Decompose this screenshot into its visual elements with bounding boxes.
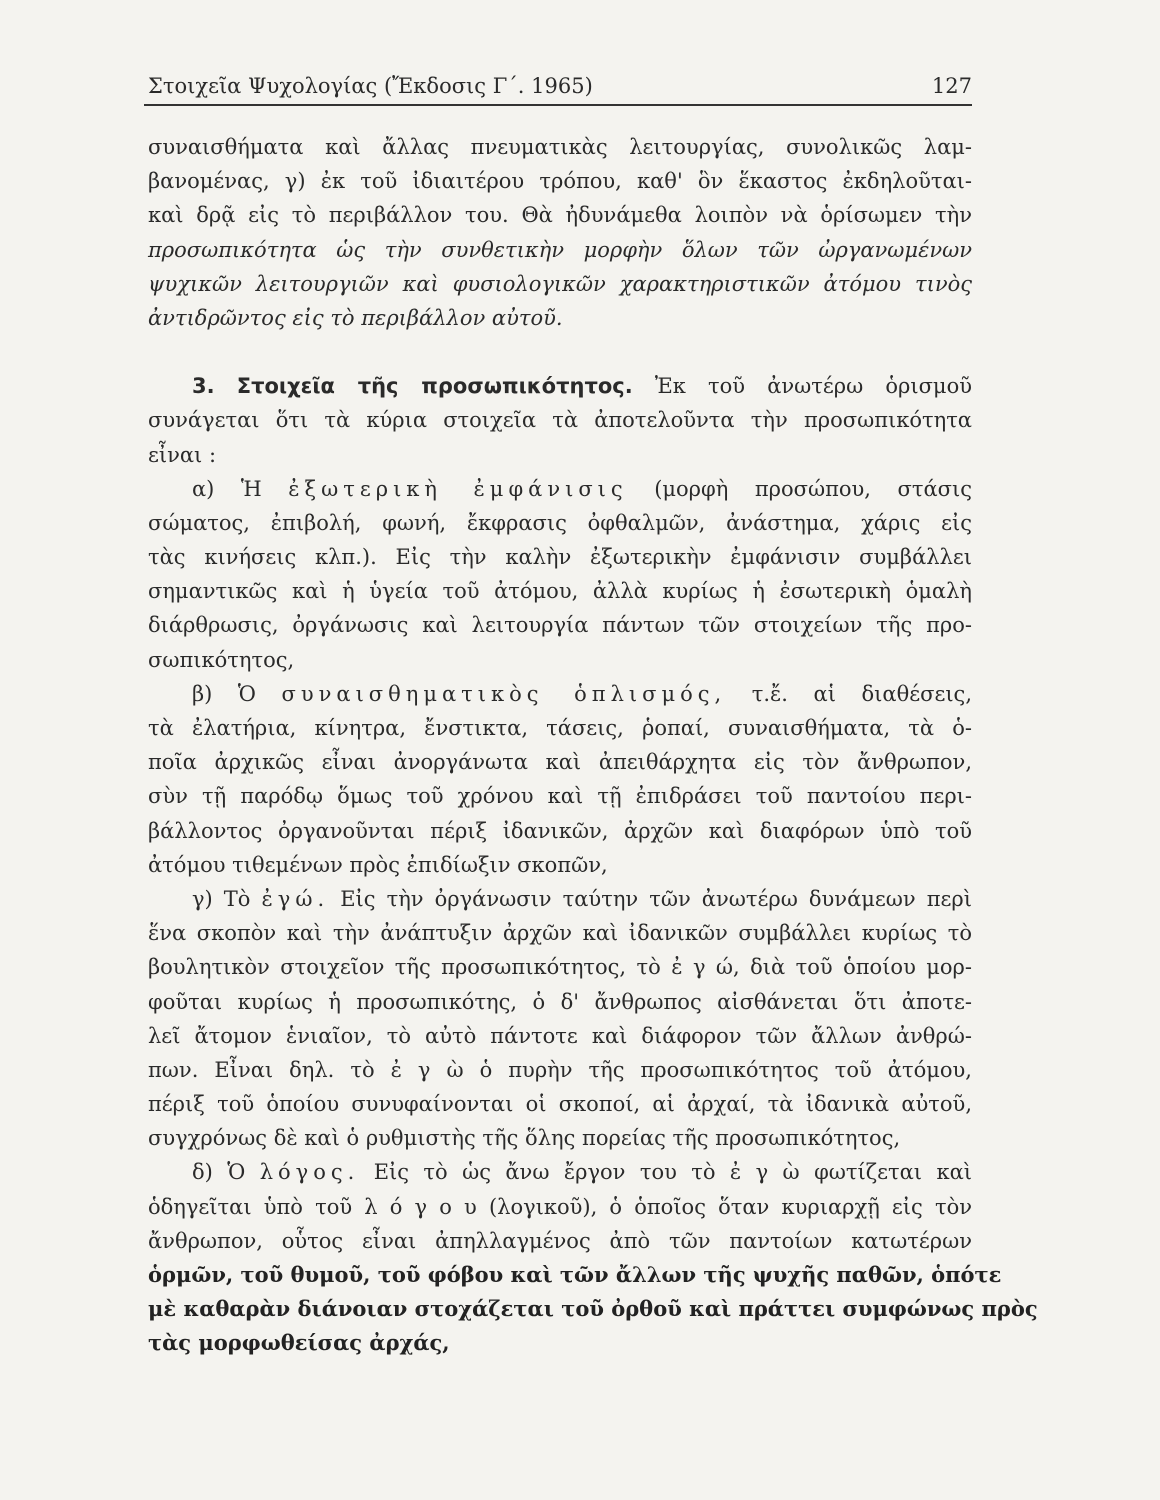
page-header	[148, 74, 972, 104]
section-number: 3.	[192, 374, 215, 399]
item-term: συναισθηματικὸς ὁπλισμός,	[281, 681, 727, 706]
text-line: προσωπικότητα ὡς τὴν συνθετικὴν μορφὴν ὅλων τῶν ὠργανωμένων	[148, 237, 972, 262]
text-line: διάρθρωσις, ὀργάνωσις καὶ λειτουργία πάντων τῶν στοιχείων τῆς προ-	[148, 613, 972, 638]
text-line: συγχρόνως δὲ καὶ ὁ ρυθμιστὴς τῆς ὅλης πορείας τῆς προσωπικότητος,	[148, 1126, 901, 1151]
header-rule	[144, 104, 972, 106]
section-heading-line	[148, 369, 972, 403]
text-line: βουλητικὸν στοιχεῖον τῆς προσωπικότητος, τὸ ἐ γ ώ, διὰ τοῦ ὁποίου μορ-	[148, 955, 972, 980]
item-term: ἐγώ.	[261, 886, 330, 911]
text-line: ποῖα ἀρχικῶς εἶναι ἀνοργάνωτα καὶ ἀπειθάρχητα εἰς τὸν ἄνθρωπον,	[148, 750, 972, 775]
section-title: Στοιχεῖα τῆς προσωπικότητος.	[236, 374, 633, 399]
item-heading-line	[148, 882, 972, 916]
item-a	[148, 472, 972, 677]
item-text: Εἰς τὸ ὡς ἄνω ἔργον του τὸ ἐ γ ὼ φωτίζεται καὶ	[373, 1160, 972, 1185]
item-text: (μορφὴ προσώπου, στάσις	[654, 476, 972, 501]
item-heading-line	[148, 1155, 972, 1189]
text-line: πων. Εἶναι δηλ. τὸ ἐ γ ὼ ὁ πυρὴν τῆς προσωπικότητος τοῦ ἀτόμου,	[148, 1057, 972, 1082]
item-label: α) Ἡ	[192, 476, 262, 501]
item-term: ἐξωτερικὴ ἐμφάνισις	[288, 476, 628, 501]
item-text: Εἰς τὴν ὀργάνωσιν ταύτην τῶν ἀνωτέρω δυνάμεων περὶ	[340, 886, 972, 911]
text-line: εἶναι :	[148, 442, 217, 467]
text-line: σημαντικῶς καὶ ἡ ὑγεία τοῦ ἀτόμου, ἀλλὰ κυρίως ἡ ἐσωτερικὴ ὁμαλὴ	[148, 579, 972, 604]
running-title: Στοιχεῖα Ψυχολογίας (Ἔκδοσις Γ΄. 1965)	[148, 74, 593, 98]
paragraph-definition	[148, 130, 972, 335]
text-line: ἕνα σκοπὸν καὶ τὴν ἀνάπτυξιν ἀρχῶν καὶ ἰδανικῶν συμβάλλει κυρίως τὸ	[148, 921, 972, 946]
item-d	[148, 1155, 1038, 1360]
item-label: δ) Ὁ	[192, 1160, 246, 1185]
page-body	[148, 130, 1038, 1361]
item-c	[148, 882, 972, 1156]
text-line: φοῦται κυρίως ἡ προσωπικότης, ὁ δ' ἄνθρωπος αἰσθάνεται ὅτι ἀποτε-	[148, 989, 972, 1014]
section-intro: Ἐκ τοῦ ἀνωτέρω ὁρισμοῦ	[654, 374, 972, 399]
spacer	[148, 335, 972, 369]
text-line: ἀντιδρῶντος εἰς τὸ περιβάλλον αὐτοῦ.	[148, 305, 563, 330]
item-label: γ) Τὸ	[192, 886, 251, 911]
item-b	[148, 677, 972, 882]
text-line: ἄνθρωπον, οὗτος εἶναι ἀπηλλαγμένος ἀπὸ τῶν παντοίων κατωτέρων	[148, 1228, 972, 1253]
item-heading-line	[148, 677, 972, 711]
item-heading-line	[148, 472, 972, 506]
text-line: σὺν τῇ παρόδῳ ὅμως τοῦ χρόνου καὶ τῇ ἐπιδράσει τοῦ παντοίου περι-	[148, 784, 972, 809]
text-line: βάλλοντος ὀργανοῦνται πέριξ ἰδανικῶν, ἀρχῶν καὶ διαφόρων ὑπὸ τοῦ	[148, 818, 972, 843]
text-line: τὰ ἐλατήρια, κίνητρα, ἔνστικτα, τάσεις, ῥοπαί, συναισθήματα, τὰ ὁ-	[148, 716, 972, 740]
text-line: μὲ καθαρὰν διάνοιαν στοχάζεται τοῦ ὀρθοῦ καὶ πράττει συμφώνως πρὸς	[148, 1296, 1038, 1322]
item-label: β) Ὁ	[192, 681, 256, 706]
section-3	[148, 369, 972, 472]
item-text: τ.ἔ. αἱ διαθέσεις,	[751, 681, 972, 706]
text-line: ἀτόμου τιθεμένων πρὸς ἐπιδίωξιν σκοπῶν,	[148, 852, 608, 877]
text-line: τὰς μορφωθείσας ἀρχάς,	[148, 1330, 450, 1356]
text-line: ψυχικῶν λειτουργιῶν καὶ φυσιολογικῶν χαρακτηριστικῶν ἀτόμου τινὸς	[148, 271, 972, 296]
text-line: βανομένας, γ) ἐκ τοῦ ἰδιαιτέρου τρόπου, καθ' ὃν ἕκαστος ἐκδηλοῦται-	[148, 169, 972, 194]
item-term: λόγος.	[259, 1160, 360, 1185]
text-line: ὁρμῶν, τοῦ θυμοῦ, τοῦ φόβου καὶ τῶν ἄλλων τῆς ψυχῆς παθῶν, ὁπότε	[148, 1262, 1002, 1287]
text-line: πέριξ τοῦ ὁποίου συνυφαίνονται οἱ σκοποί, αἱ ἀρχαί, τὰ ἰδανικὰ αὐτοῦ,	[148, 1092, 972, 1117]
text-line: σωπικότητος,	[148, 647, 295, 672]
text-line: συνάγεται ὅτι τὰ κύρια στοιχεῖα τὰ ἀποτελοῦντα τὴν προσωπικότητα	[148, 408, 972, 433]
text-line: ὁδηγεῖται ὑπὸ τοῦ λ ό γ ο υ (λογικοῦ), ὁ ὁποῖος ὅταν κυριαρχῇ εἰς τὸν	[148, 1194, 972, 1219]
page-number: 127	[931, 74, 972, 98]
text-line: λεῖ ἄτομον ἑνιαῖον, τὸ αὐτὸ πάντοτε καὶ διάφορον τῶν ἄλλων ἀνθρώ-	[148, 1023, 972, 1048]
text-line: σώματος, ἐπιβολή, φωνή, ἔκφρασις ὀφθαλμῶν, ἀνάστημα, χάρις εἰς	[148, 510, 972, 535]
text-line: τὰς κινήσεις κλπ.). Εἰς τὴν καλὴν ἐξωτερικὴν ἐμφάνισιν συμβάλλει	[148, 545, 972, 570]
text-line: καὶ δρᾷ εἰς τὸ περιβάλλον του. Θὰ ἠδυνάμεθα λοιπὸν νὰ ὁρίσωμεν τὴν	[148, 203, 972, 228]
text-line: συναισθήματα καὶ ἄλλας πνευματικὰς λειτουργίας, συνολικῶς λαμ-	[148, 135, 972, 159]
